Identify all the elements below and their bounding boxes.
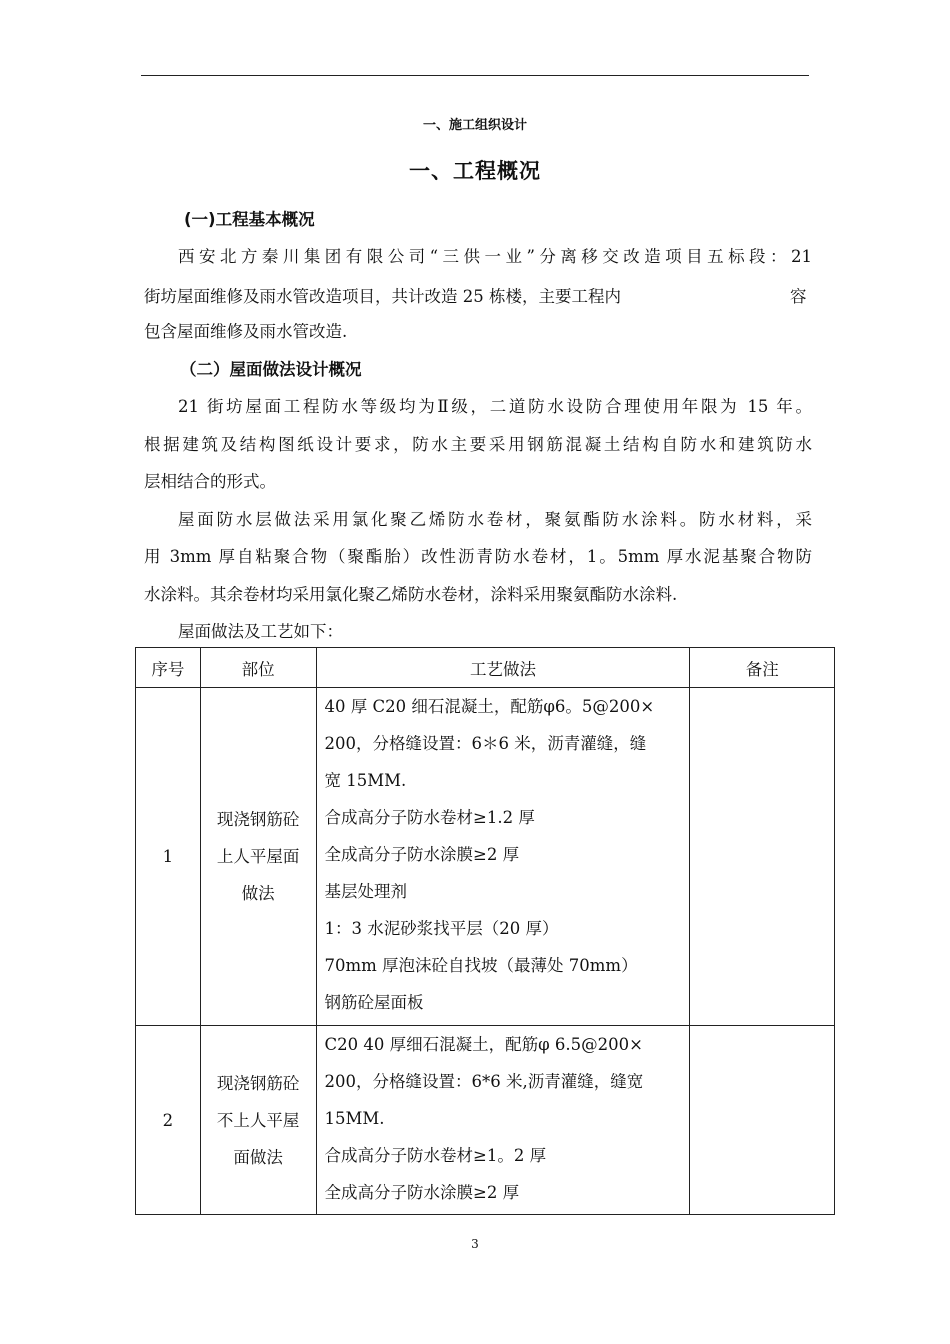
para2-line-3: 水涂料。其余卷材均采用氯化聚乙烯防水卷材，涂料采用聚氨酯防水涂料. bbox=[144, 585, 678, 604]
part-line: 不上人平屋 bbox=[216, 1110, 300, 1130]
para3-line: 屋面做法及工艺如下： bbox=[178, 622, 343, 641]
row-number: 1 bbox=[136, 688, 201, 1026]
part-line: 现浇钢筋砼 bbox=[216, 1073, 300, 1093]
method-line: 40 厚 C20 细石混凝土，配筋φ6。5@200× bbox=[324, 697, 655, 716]
part-line: 面做法 bbox=[233, 1147, 283, 1167]
row-method bbox=[316, 1026, 690, 1215]
method-line: 合成高分子防水卷材≥1.2 厚 bbox=[324, 808, 535, 827]
part-line: 做法 bbox=[241, 884, 275, 903]
para1-line-3: 层相结合的形式。 bbox=[144, 472, 276, 491]
method-line: 宽 15MM. bbox=[324, 771, 407, 790]
method-line: 全成高分子防水涂膜≥2 厚 bbox=[324, 845, 520, 864]
method-line: 200，分格缝设置：6*6 米,沥青灌缝，缝宽 bbox=[324, 1072, 644, 1091]
table-row bbox=[136, 1026, 835, 1215]
page-number: 3 bbox=[471, 1237, 479, 1251]
col-header-number: 序号 bbox=[136, 648, 201, 688]
method-line: 15MM. bbox=[324, 1109, 385, 1128]
table-header-row bbox=[136, 648, 835, 688]
section1-line-1: 西安北方秦川集团有限公司“三供一业”分离移交改造项目五标段：21 bbox=[178, 247, 812, 266]
method-line: 70mm 厚泡沫砼自找坡（最薄处 70mm） bbox=[324, 956, 638, 975]
roof-method-table bbox=[135, 647, 835, 1215]
table-row bbox=[136, 688, 835, 1026]
row-note bbox=[690, 1026, 835, 1215]
running-header: 一、施工组织设计 bbox=[422, 118, 527, 133]
para1-line-2: 根据建筑及结构图纸设计要求，防水主要采用钢筋混凝土结构自防水和建筑防水 bbox=[144, 435, 812, 454]
part-line: 现浇钢筋砼 bbox=[216, 810, 300, 829]
col-header-note: 备注 bbox=[690, 648, 835, 688]
col-header-part: 部位 bbox=[200, 648, 316, 688]
method-line: 钢筋砼屋面板 bbox=[324, 993, 424, 1012]
part-line: 上人平屋面 bbox=[216, 847, 300, 866]
method-line: 全成高分子防水涂膜≥2 厚 bbox=[324, 1183, 520, 1202]
header-rule bbox=[141, 75, 809, 76]
method-line: 合成高分子防水卷材≥1。2 厚 bbox=[324, 1146, 547, 1165]
row-method bbox=[316, 688, 690, 1026]
section2-heading: （二）屋面做法设计概况 bbox=[180, 360, 362, 379]
para2-line-1: 屋面防水层做法采用氯化聚乙烯防水卷材，聚氨酯防水涂料。防水材料，采 bbox=[178, 510, 812, 529]
para2-line-2: 用 3mm 厚自粘聚合物（聚酯胎）改性沥青防水卷材，1。5mm 厚水泥基聚合物防 bbox=[144, 547, 812, 566]
section1-line-2-tail: 容 bbox=[790, 287, 807, 306]
row-number: 2 bbox=[136, 1026, 201, 1215]
para1-line-1: 21 街坊屋面工程防水等级均为Ⅱ级，二道防水设防合理使用年限为 15 年。 bbox=[178, 397, 812, 416]
method-line: 1：3 水泥砂浆找平层（20 厚） bbox=[324, 919, 559, 938]
method-line: 基层处理剂 bbox=[324, 882, 408, 901]
section1-heading: (一)工程基本概况 bbox=[184, 210, 315, 229]
chapter-title: 一、工程概况 bbox=[409, 159, 541, 183]
row-part bbox=[200, 1026, 316, 1215]
section1-line-2: 街坊屋面维修及雨水管改造项目，共计改造 25 栋楼，主要工程内 bbox=[144, 287, 621, 306]
method-line: 200，分格缝设置：6＊6 米，沥青灌缝，缝 bbox=[324, 734, 647, 753]
col-header-method: 工艺做法 bbox=[316, 648, 690, 688]
row-part bbox=[200, 688, 316, 1026]
method-line: C20 40 厚细石混凝土，配筋φ 6.5@200× bbox=[324, 1035, 643, 1054]
row-note bbox=[690, 688, 835, 1026]
section1-line-3: 包含屋面维修及雨水管改造. bbox=[144, 322, 348, 341]
